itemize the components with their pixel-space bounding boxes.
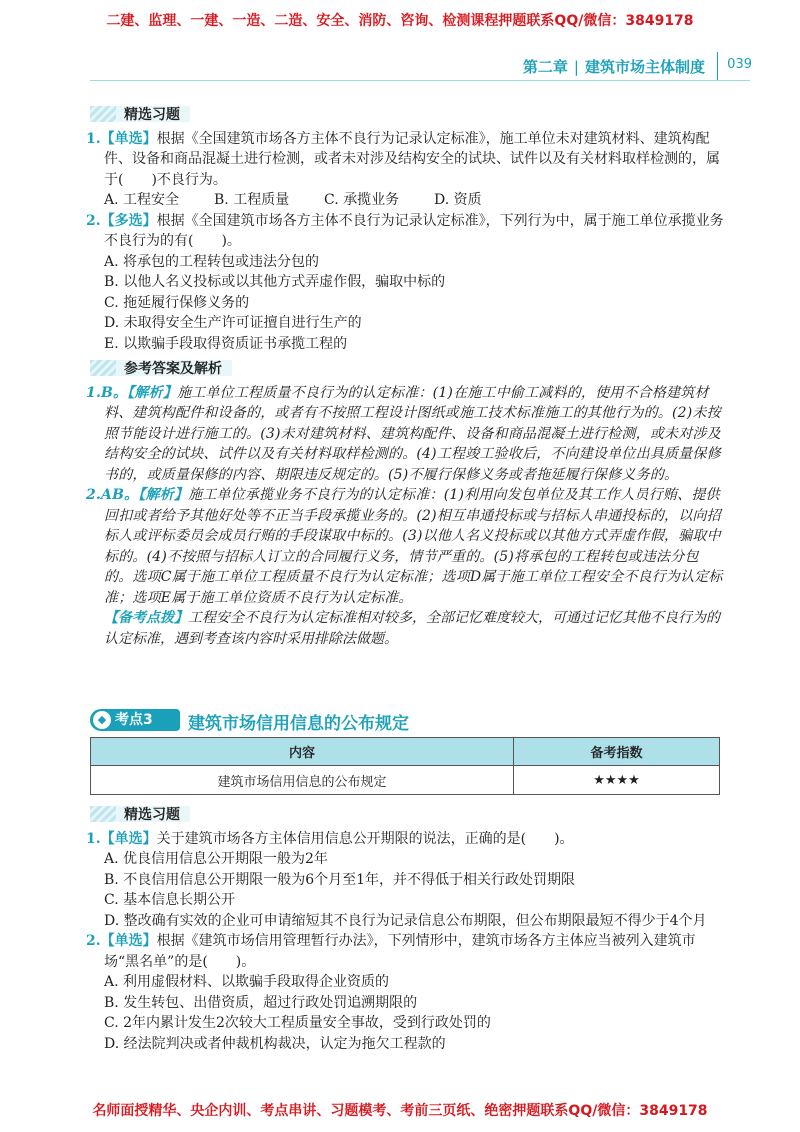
option: D. 资质 (434, 192, 482, 208)
second-content (86, 800, 726, 1054)
option: B. 以他人名义投标或以其他方式弄虚作假，骗取中标的 (104, 274, 446, 290)
option: A. 利用虚假材料、以欺骗手段取得企业资质的 (104, 974, 390, 990)
table-header: 内容 (91, 738, 514, 766)
option: E. 以欺骗手段取得资质证书承揽工程的 (104, 335, 348, 352)
stripe-bar-icon (90, 806, 116, 822)
kaodian-table (90, 737, 720, 795)
answer-1: 1.B。【解析】施工单位工程质量不良行为的认定标准：(1)在施工中偷工减料的，使用不合格建筑材料、建筑构配件和设备的，或者有不按照工程设计图纸或施工技术标准施工的其他行为的。(2)未按照节能设计进行施工的。(3)未对建筑材料、建筑构配件、设备和商品混凝土进行检测，或未对涉及结构安全的试块、试件以及有关材料取样检测的。(4)工程竣工验收后，不向建设单位出具质量保修书的，或质量保修的内容、期限违反规定的。(5)不履行保修义务或者拖延履行保修义务的。 (86, 384, 721, 483)
main-content (86, 100, 726, 649)
page-number: 039 (727, 57, 752, 72)
chapter-heading (523, 56, 705, 77)
option: C. 2年内累计发生2次较大工程质量安全事故，受到行政处罚的 (104, 1015, 491, 1031)
rating-stars: ★★★★ (514, 766, 720, 795)
table-cell: 建筑市场信用信息的公布规定 (91, 766, 514, 795)
answer-2: 2.AB。【解析】施工单位承揽业务不良行为的认定标准：(1)利用向发包单位及其工作人员行贿、提供回扣或者给予其他好处等不正当手段承揽业务的。(2)相互串通投标或与招标人串通投标的，以向招标人或评标委员会成员行贿的手段谋取中标的。(3)以他人名义投标或以其他方式弄虚作假，骗取中标的。(4)不按照与招标人订立的合同履行义务，情节严重的。(5)将承包的工程转包或违法分包的。选项C属于施工单位工程质量不良行为认定标准；选项D属于施工单位工程安全不良行为认定标准；选项E属于施工单位资质不良行为认定标准。 (86, 487, 723, 606)
header-divider (717, 52, 718, 80)
option: B. 工程质量 (214, 192, 290, 208)
option: C. 基本信息长期公开 (104, 892, 236, 908)
option: C. 承揽业务 (324, 192, 400, 208)
exam-tip: 【备考点拨】工程安全不良行为认定标准相对较多，全部记忆难度较大，可通过记忆其他不良行为的认定标准，遇到考查该内容时采用排除法做题。 (104, 610, 720, 647)
section-label-answers: 参考答案及解析 (90, 358, 232, 381)
chapter-title: 建筑市场主体制度 (584, 58, 705, 76)
page-header (0, 52, 800, 82)
option: A. 将承包的工程转包或违法分包的 (104, 253, 320, 270)
bookmark-icon: ◆ (93, 711, 111, 729)
option: A. 优良信用信息公开期限一般为2年 (104, 851, 328, 867)
option: D. 整改确有实效的企业可申请缩短其不良行为记录信息公布期限，但公布期限最短不得少于4个月 (104, 912, 707, 929)
question-1-options (86, 190, 726, 211)
option: A. 工程安全 (104, 192, 180, 208)
top-ad-banner: 二建、监理、一建、一造、二造、安全、消防、咨询、检测课程押题联系QQ/微信：3849178 (106, 13, 694, 29)
chapter-number: 第二章 (522, 58, 568, 76)
kaodian-title: 建筑市场信用信息的公布规定 (188, 714, 409, 734)
option: D. 未取得安全生产许可证擅自进行生产的 (104, 315, 362, 331)
kaodian-badge: ◆ 考点3 (90, 709, 180, 731)
stripe-bar-icon (90, 106, 116, 122)
question-3: 1.【单选】关于建筑市场各方主体信用信息公开期限的说法，正确的是( )。 (86, 830, 574, 847)
chapter-separator: | (573, 58, 579, 76)
stripe-bar-icon (90, 360, 116, 376)
header-rule (90, 80, 750, 81)
question-2: 2.【多选】根据《全国建筑市场各方主体不良行为记录认定标准》，下列行为中，属于施工单位承揽业务不良行为的有( )。 (86, 212, 724, 249)
option: B. 发生转包、出借资质，超过行政处罚追溯期限的 (104, 994, 418, 1011)
table-header: 备考指数 (514, 738, 720, 766)
section-label-exercises: 精选习题 (90, 104, 190, 127)
question-4: 2.【单选】根据《建筑市场信用管理暂行办法》，下列情形中，建筑市场各方主体应当被列入建筑市场“黑名单”的是( )。 (86, 933, 696, 970)
option: B. 不良信用信息公开期限一般为6个月至1年，并不得低于相关行政处罚期限 (104, 871, 576, 888)
kaodian-heading (90, 708, 730, 734)
table-row (91, 766, 720, 795)
table-header-row (91, 738, 720, 766)
option: D. 经法院判决或者仲裁机构裁决，认定为拖欠工程款的 (104, 1035, 446, 1052)
section-label-exercises-2: 精选习题 (90, 804, 190, 827)
bottom-ad-banner: 名师面授精华、央企内训、考点串讲、习题模考、考前三页纸、绝密押题联系QQ/微信：3849178 (92, 1103, 708, 1119)
question-1: 1.【单选】根据《全国建筑市场各方主体不良行为记录认定标准》，施工单位未对建筑材料、建筑构配件、设备和商品混凝土进行检测，或者未对涉及结构安全的试块、试件以及有关材料取样检测的，属于( )不良行为。 (86, 130, 720, 188)
option: C. 拖延履行保修义务的 (104, 294, 250, 311)
